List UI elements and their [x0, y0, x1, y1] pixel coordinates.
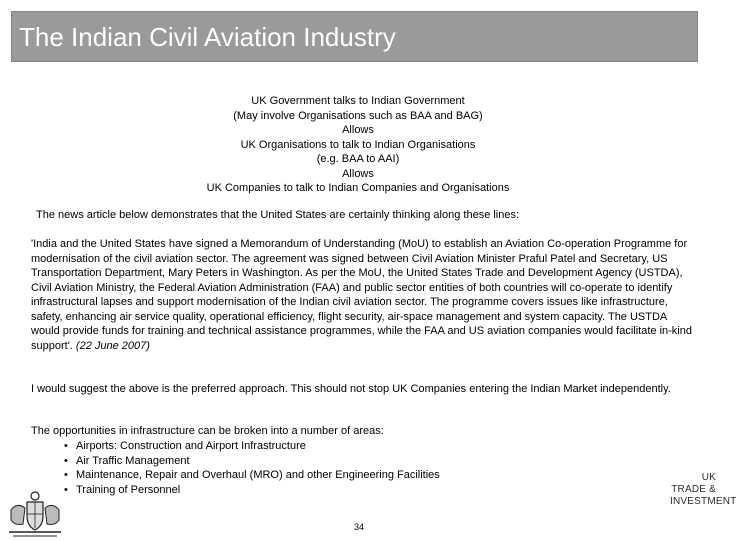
quote-text: 'India and the United States have signed a Memorandum of Understanding (MoU) to establish an Aviation Co-operation Programme for modernisation of the civil aviation sector. The agreement was signed between Civil Aviation Minister Praful Patel and Secretary, US Transportation Department, Mary Peters in Washington. As per the MoU, the United States Trade and Development Agency (USTDA), Civil Aviation Ministry, the Federal Aviation Administration (FAA) and public sector entities of both countries will co-operate to identify infrastructural lapses and support modernisation of the Indian civil aviation sector. The programme covers issues like infrastructure, safety, enhancing air service quality, operational efficiency, flight security, air-space management and system capacity. The USTDA would provide funds for training and technical assistance programmes, while the FAA and US aviation companies would facilitate in-kind support'. — [31, 238, 692, 352]
flow-line: UK Government talks to Indian Government — [251, 95, 465, 107]
logo-line: UK — [701, 472, 716, 483]
suggestion-text: I would suggest the above is the preferred approach. This should not stop UK Companies entering the Indian Market independently. — [31, 383, 671, 395]
quote-date: (22 June 2007) — [75, 339, 150, 352]
logo-line: INVESTMENT — [670, 496, 736, 507]
flow-line: Allows — [342, 124, 374, 136]
royal-crest-icon — [3, 490, 67, 538]
flow-line: UK Companies to talk to Indian Companies and Organisations — [206, 182, 510, 194]
page-number: 34 — [354, 522, 365, 532]
areas-intro: The opportunities in infrastructure can be broken into a number of areas: — [31, 425, 384, 437]
flow-line: Allows — [342, 167, 374, 180]
bullet-icon: • — [64, 483, 68, 496]
slide-title: The Indian Civil Aviation Industry — [19, 22, 396, 52]
list-item: • Maintenance, Repair and Overhaul (MRO) and other Engineering Facilities — [64, 469, 440, 481]
title-bar — [11, 11, 698, 62]
flow-line: UK Organisations to talk to Indian Organisations — [240, 138, 476, 151]
flow-line: (e.g. BAA to AAI) — [316, 153, 400, 165]
news-quote — [31, 237, 693, 353]
intro-text: The news article below demonstrates that the United States are certainly thinking along these lines: — [36, 209, 520, 221]
logo-line: TRADE & — [671, 484, 716, 495]
flow-line: (May involve Organisations such as BAA and BAG) — [233, 109, 483, 122]
list-item: • Air Traffic Management — [64, 454, 190, 467]
bullet-icon: • — [64, 454, 68, 467]
list-item: • Airports: Construction and Airport Infrastructure — [64, 440, 306, 452]
list-item: • Training of Personnel — [64, 483, 181, 496]
relationship-flow — [180, 94, 536, 196]
areas-list — [64, 439, 440, 497]
ukti-logo — [670, 472, 736, 508]
bullet-icon: • — [64, 469, 68, 481]
bullet-icon: • — [64, 440, 68, 452]
